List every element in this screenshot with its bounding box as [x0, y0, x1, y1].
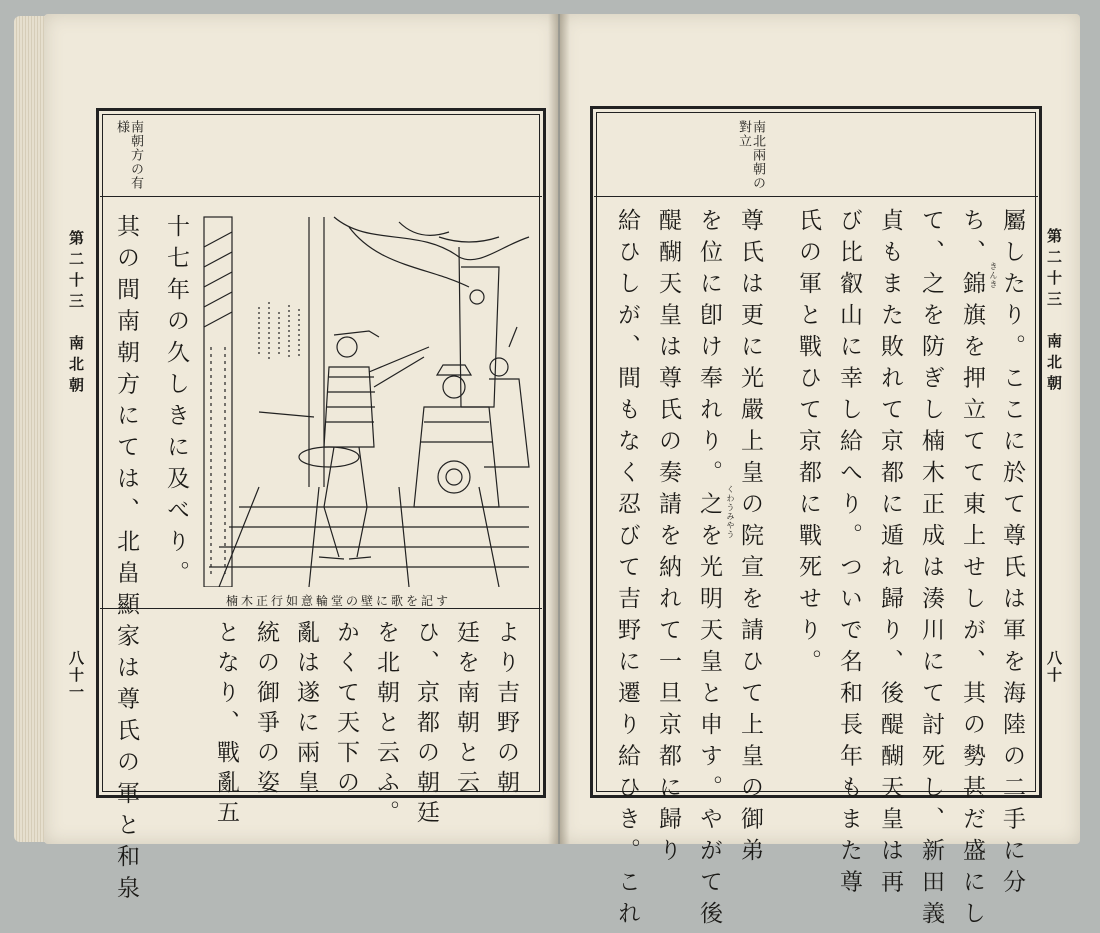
left-lower-column: となり、戰亂五: [213, 620, 239, 830]
left-page-number: 八十一: [67, 650, 85, 701]
right-side-heading-2: 對立: [736, 120, 751, 148]
right-text-column: 氏の軍と戰ひて京都に戰死せり。: [795, 208, 821, 681]
right-page-number: 八十: [1045, 650, 1063, 684]
left-lower-column: かくて天下の: [333, 620, 359, 800]
right-text-column: 醍醐天皇は尊氏の奏請を納れて一旦京都に歸り: [655, 208, 681, 870]
right-running-head: 第二十三 南北朝: [1045, 228, 1063, 396]
left-lower-column: ひ、京都の朝廷: [413, 620, 439, 830]
right-text-column: 尊氏は更に光嚴上皇の院宣を請ひて上皇の御弟: [737, 208, 763, 870]
left-lower-column: 亂は遂に兩皇: [293, 620, 319, 800]
right-text-column: を位に卽け奉れり。之を光明天皇と申す。やがて後: [696, 208, 722, 933]
left-lower-column: 廷を南朝と云: [453, 620, 479, 800]
page-edges: [14, 16, 48, 842]
spacer: [540, 110, 541, 196]
furigana-koumyou: くわうみやう: [726, 485, 735, 539]
left-lower-column: より吉野の朝: [493, 620, 519, 800]
furigana-kinki: きんき: [989, 262, 998, 289]
caption-text: 楠木正行如意輪堂の壁に歌を記す: [226, 594, 452, 608]
illustration-samurai-writing-poem: [199, 207, 535, 587]
right-side-heading-1: 南北兩朝の: [750, 120, 765, 190]
right-text-column: び比叡山に幸し給へり。ついで名和長年もまた尊: [836, 208, 862, 901]
right-text-column: 貞もまた敗れて京都に遁れ歸り、後醍醐天皇は再: [877, 208, 903, 901]
left-lower-column: 統の御爭の姿: [253, 620, 279, 800]
illustration-caption: [226, 592, 451, 609]
left-running-head: 第二十三 南北朝: [67, 230, 85, 398]
left-side-heading-2: 様: [114, 120, 129, 134]
left-side-heading-1: 南朝方の有: [128, 120, 143, 190]
right-text-column: 屬したり。ここに於て尊氏は軍を海陸の二手に分: [999, 208, 1025, 901]
right-heading-rule: [594, 196, 1038, 197]
book-spine: [548, 14, 570, 844]
right-text-column: 給ひしが、間もなく忍びて吉野に遷り給ひき。これ: [614, 208, 640, 933]
left-heading-rule: [100, 196, 542, 197]
right-text-column: て、之を防ぎし楠木正成は湊川にて討死し、新田義: [918, 208, 944, 933]
left-text-column: 其の間南朝方にては、北畠顯家は尊氏の軍と和泉: [113, 214, 139, 907]
left-text-column: 十七年の久しきに及べり。: [163, 214, 189, 592]
left-lower-column: を北朝と云ふ。: [373, 620, 399, 830]
right-text-column: ち、錦旗を押立てて東上せしが、其の勢甚だ盛にし: [959, 208, 985, 933]
